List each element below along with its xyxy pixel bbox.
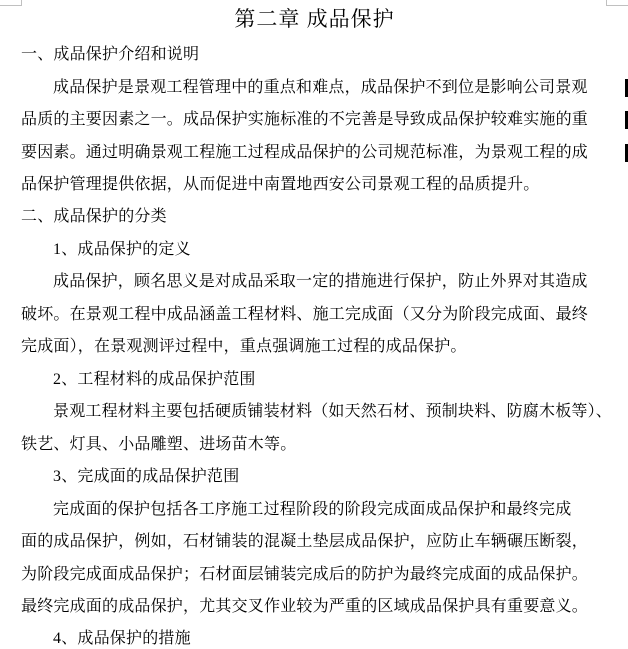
- paragraph-line: 品保护管理提供依据，从而促进中南置地西安公司景观工程的品质提升。: [21, 176, 540, 193]
- paragraph-line: 成品保护，顾名思义是对成品采取一定的措施进行保护，防止外界对其造成: [53, 273, 588, 290]
- subheading-1: 1、成品保护的定义: [53, 241, 191, 258]
- paragraph-line: 成品保护是景观工程管理中的重点和难点，成品保护不到位是影响公司景观: [53, 79, 588, 96]
- margin-crop-mark-top-left: [0, 0, 22, 6]
- section-heading-1: 一、成品保护介绍和说明: [21, 46, 200, 63]
- paragraph-line: 完成面的保护包括各工序施工过程阶段的阶段完成面成品保护和最终完成: [53, 501, 572, 518]
- paragraph-line: 面的成品保护，例如，石材铺装的混凝土垫层成品保护，应防止车辆碾压断裂，: [21, 533, 589, 550]
- paragraph-line: 完成面），在景观测评过程中，重点强调施工过程的成品保护。: [21, 338, 467, 355]
- paragraph-line: 为阶段完成面成品保护；石材面层铺装完成后的防护为最终完成面的成品保护。: [21, 566, 589, 583]
- chapter-title: 第二章 成品保护: [234, 7, 395, 31]
- subheading-4-clipped: 4、成品保护的措施: [53, 630, 191, 647]
- paragraph-line: 铁艺、灯具、小品雕塑、进场苗木等。: [21, 436, 297, 453]
- paragraph-line: 景观工程材料主要包括硬质铺装材料（如天然石材、预制块料、防腐木板等）、: [53, 403, 613, 420]
- section-heading-2: 二、成品保护的分类: [21, 208, 167, 225]
- paragraph-line: 最终完成面的成品保护，尤其交叉作业较为严重的区域成品保护具有重要意义。: [21, 598, 589, 615]
- margin-crop-mark-top-right: [606, 0, 628, 6]
- subheading-3: 3、完成面的成品保护范围: [53, 468, 240, 485]
- paragraph-line: 品质的主要因素之一。成品保护实施标准的不完善是导致成品保护较难实施的重: [21, 111, 589, 128]
- subheading-2: 2、工程材料的成品保护范围: [53, 371, 256, 388]
- paragraph-line: 破坏。在景观工程中成品涵盖工程材料、施工完成面（又分为阶段完成面、最终: [21, 306, 589, 323]
- paragraph-line: 要因素。通过明确景观工程施工过程成品保护的公司规范标准，为景观工程的成: [21, 144, 589, 161]
